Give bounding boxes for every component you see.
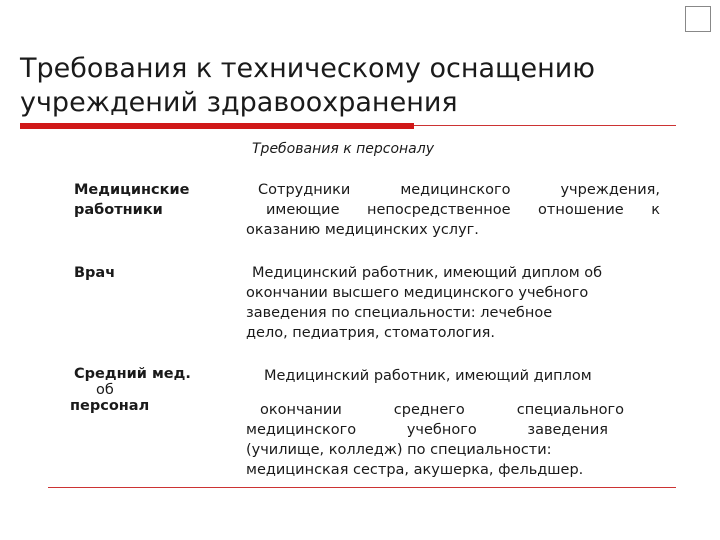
slide-title xyxy=(20,52,680,120)
term-medical-workers xyxy=(74,180,190,220)
term-nursing-staff xyxy=(70,366,191,414)
title-underline-thin xyxy=(414,125,676,126)
definition-line: имеющие непосредственное отношение к xyxy=(266,202,660,218)
term-line: об xyxy=(96,382,114,398)
term-line: персонал xyxy=(70,398,150,414)
slide-subtitle: Требования к персоналу xyxy=(252,141,434,157)
term-line: Медицинские xyxy=(74,182,190,198)
definition-line: Сотрудники медицинского учреждения, xyxy=(258,182,660,198)
definition-line: (училище, колледж) по специальности: xyxy=(246,442,552,458)
title-underline-red xyxy=(20,123,414,129)
definition-spacer xyxy=(246,386,660,400)
definition-line: дело, педиатрия, стоматология. xyxy=(246,325,495,341)
definition-nursing-staff xyxy=(246,366,660,480)
corner-square-decoration xyxy=(685,6,711,32)
slide-title-line-2: учреждений здравоохранения xyxy=(20,87,458,118)
term-doctor xyxy=(74,263,115,283)
definition-medical-workers xyxy=(246,180,660,240)
definition-line: медицинского учебного заведения xyxy=(246,422,608,438)
bottom-divider xyxy=(48,487,676,488)
definition-line: медицинская сестра, акушерка, фельдшер. xyxy=(246,462,584,478)
definition-doctor xyxy=(246,263,660,343)
definition-line: Медицинский работник, имеющий диплом об xyxy=(252,265,603,281)
slide-title-line-1: Требования к техническому оснащению xyxy=(20,53,596,84)
definition-line: окончании высшего медицинского учебного xyxy=(246,285,589,301)
term-line: Врач xyxy=(74,265,116,281)
definition-line: Медицинский работник, имеющий диплом xyxy=(264,368,592,384)
definition-line: заведения по специальности: лечебное xyxy=(246,305,553,321)
definition-line: оказанию медицинских услуг. xyxy=(246,222,479,238)
term-line: работники xyxy=(74,202,163,218)
definition-line: окончании среднего специального xyxy=(260,402,624,418)
term-line: Средний мед. xyxy=(74,366,191,382)
